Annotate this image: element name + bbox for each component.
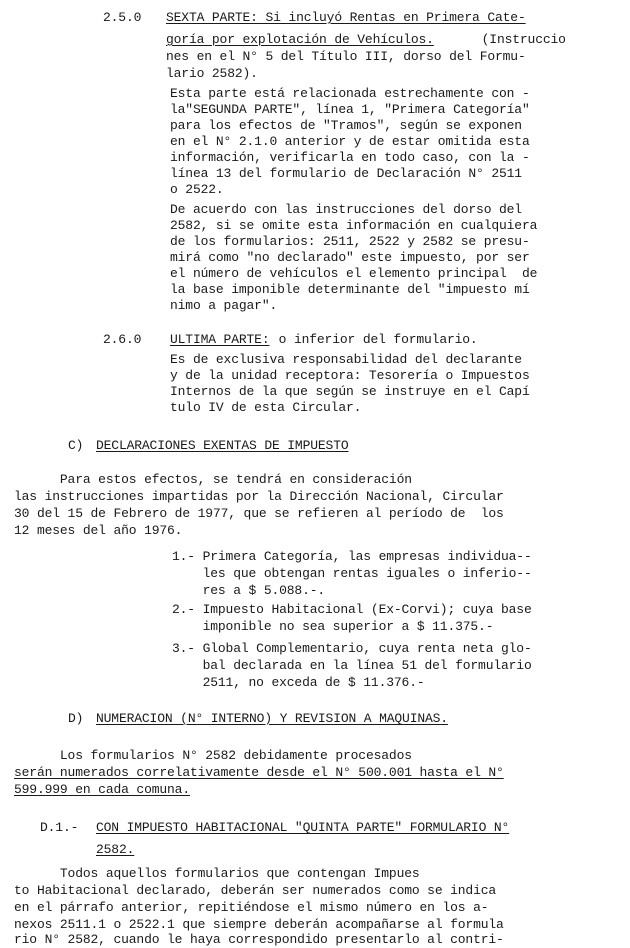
section-2-6-0-title: ULTIMA PARTE:: [170, 332, 270, 347]
paragraph-line: 599.999 en cada comuna.: [14, 782, 190, 797]
paragraph-line: Los formularios N° 2582 debidamente procesados: [14, 748, 412, 763]
section-2-5-0-title-cont: goría por explotación de Vehículos.: [166, 32, 434, 47]
paragraph-line: o 2522.: [170, 182, 224, 197]
paragraph-line: Todos aquellos formularios que contengan Impues: [14, 866, 420, 881]
section-2-5-0-reference-line: lario 2582).: [166, 66, 258, 81]
paragraph-line: to Habitacional declarado, deberán ser numerados como se indica: [14, 883, 497, 898]
paragraph-line: nimo a pagar".: [170, 298, 278, 313]
paragraph-line: la"SEGUNDA PARTE", línea 1, "Primera Categoría": [170, 102, 530, 117]
paragraph-line: y de la unidad receptora: Tesorería o Impuestos: [170, 368, 530, 383]
list-item-line: imponible no sea superior a $ 11.375.-: [172, 619, 494, 634]
section-c-title: DECLARACIONES EXENTAS DE IMPUESTO: [96, 438, 349, 453]
paragraph-line: serán numerados correlativamente desde el N° 500.001 hasta el N°: [14, 765, 504, 780]
list-item-line: 3.- Global Complementario, cuya renta neta glo-: [172, 641, 532, 656]
paragraph-line: la base imponible determinante del "impuesto mí: [170, 282, 530, 297]
paragraph-line: información, verificarla en todo caso, con la -: [170, 150, 530, 165]
paragraph-line: Para estos efectos, se tendrá en consideración: [14, 472, 412, 487]
section-2-6-0-title-rest: o inferior del formulario.: [271, 332, 478, 347]
section-d1-title: CON IMPUESTO HABITACIONAL "QUINTA PARTE" FORMULARIO N°: [96, 820, 510, 835]
paragraph-line: Internos de la que según se instruye en el Capí: [170, 384, 530, 399]
list-item-line: 2.- Impuesto Habitacional (Ex-Corvi); cuya base: [172, 602, 532, 617]
section-2-5-0-number: 2.5.0: [103, 10, 142, 25]
section-d-title: NUMERACION (N° INTERNO) Y REVISION A MAQUINAS.: [96, 711, 448, 726]
paragraph-line: 2582, si se omite esta información en cualquiera: [170, 218, 538, 233]
section-2-5-0-reference-line: nes en el N° 5 del Título III, dorso del Formu-: [166, 49, 526, 64]
list-item-line: 1.- Primera Categoría, las empresas individua--: [172, 549, 532, 564]
paragraph-line: Esta parte está relacionada estrechamente con -: [170, 86, 530, 101]
paragraph-line: nexos 2511.1 o 2522.1 que siempre deberán acompañarse al formula: [14, 917, 504, 932]
section-2-5-0-reference: (Instruccio: [474, 32, 566, 47]
paragraph-line: el número de vehículos el elemento principal de: [170, 266, 538, 281]
paragraph-line: mirá como "no declarado" este impuesto, por ser: [170, 250, 530, 265]
list-item-line: res a $ 5.088.-.: [172, 583, 326, 598]
section-d-prefix: D): [68, 711, 84, 726]
list-item-line: les que obtengan rentas iguales o inferio--: [172, 566, 532, 581]
paragraph-line: en el N° 2.1.0 anterior y de estar omitida esta: [170, 134, 530, 149]
section-c-prefix: C): [68, 438, 84, 453]
paragraph-line: 12 meses del año 1976.: [14, 523, 183, 538]
list-item-line: 2511, no exceda de $ 11.376.-: [172, 675, 425, 690]
paragraph-line: en el párrafo anterior, repitiéndose el mismo número en los a-: [14, 900, 489, 915]
section-d1-prefix: D.1.-: [40, 820, 79, 835]
paragraph-line: rio N° 2582, cuando le haya correspondido presentarlo al contri-: [14, 932, 504, 947]
section-2-5-0-title: SEXTA PARTE: Si incluyó Rentas en Primera Cate-: [166, 10, 526, 25]
paragraph-line: línea 13 del formulario de Declaración N° 2511: [170, 166, 522, 181]
list-item-line: bal declarada en la línea 51 del formulario: [172, 658, 532, 673]
paragraph-line: 30 del 15 de Febrero de 1977, que se refieren al período de los: [14, 506, 504, 521]
paragraph-line: De acuerdo con las instrucciones del dorso del: [170, 202, 522, 217]
paragraph-line: tulo IV de esta Circular.: [170, 400, 362, 415]
section-d1-title-cont: 2582.: [96, 842, 135, 857]
paragraph-line: de los formularios: 2511, 2522 y 2582 se presu-: [170, 234, 530, 249]
paragraph-line: para los efectos de "Tramos", según se exponen: [170, 118, 522, 133]
section-2-6-0-number: 2.6.0: [103, 332, 142, 347]
paragraph-line: las instrucciones impartidas por la Dirección Nacional, Circular: [14, 489, 504, 504]
paragraph-line: Es de exclusiva responsabilidad del declarante: [170, 352, 522, 367]
